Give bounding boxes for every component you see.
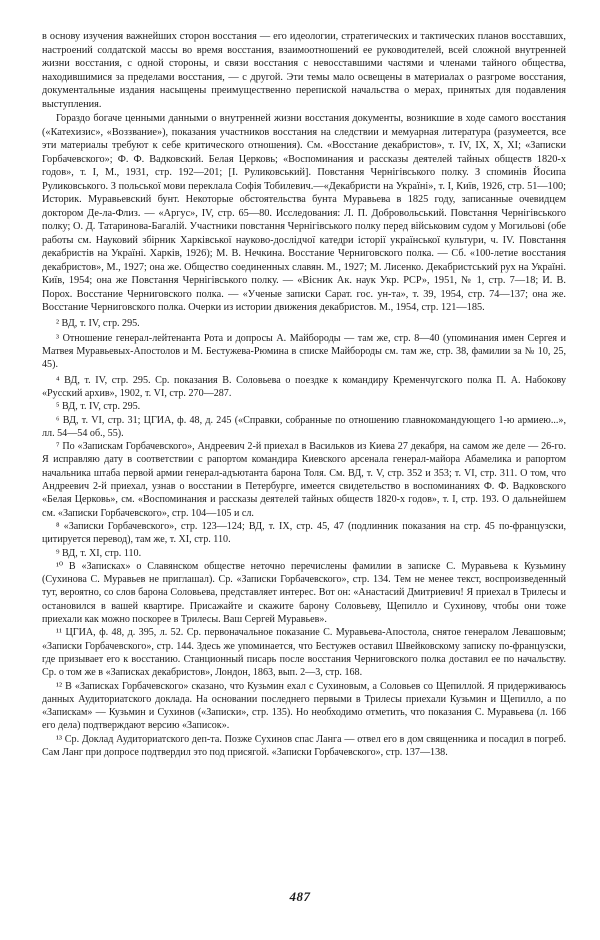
- footnote-2: ² ВД, т. IV, стр. 295.: [56, 317, 140, 329]
- footnote-4: ⁴ ВД, т. IV, стр. 295. Ср. показания В. Соловьева о поездке к командиру Кременчугского полка П. А. Набокову «Русский архив», 1902, т. VI, стр. 270—287.: [42, 374, 566, 399]
- body-paragraph-continued: в основу изучения важнейших сторон восстания — его идеологии, стратегических и тактических планов восставших, настроений солдатской массы во время восстания, взаимоотношений ее руководителей, всей сложной внутренней жизни восстания, с одной стороны, и связи восстания с невосставшими частями и членами тайного общества, находившимися за пределами восстания, — с другой. Эти темы мало освещены в материалах о разгроме восстания, документальные издания насыщены преимущественно перепиской начальства о мерах, принятых для подавления выступления.: [42, 31, 566, 110]
- footnote-5: ⁵ ВД, т. IV, стр. 295.: [56, 401, 141, 413]
- body-paragraph-sources: Гораздо богаче ценными данными о внутренней жизни восстания документы, возникшие в ходе самого восстания («Катехизис», «Воззвание»), показания участников восстания на следствии и мемуарная литература (разумеется, все эти материалы требуют к себе критического отношения). См. «Восстание декабристов», т. IV, IX, X, XI; «Записки Горбачевского»; Ф. Ф. Вадковский. Белая Церковь; «Воспоминания и рассказы деятелей тайных обществ 1820-х годов», т. I, М., 1931, стр. 192—201; [І. Руликовський]. Повстання Чернігівського полку. З споминів Йосипа Руликовського. З польської мови переклала Софія Тобилевич.—«Декабристи на Україні», т. I, Київ, 1926, стр. 51—100; Историк. Муравьевский бунт. Некоторые обстоятельства бунта Муравьева в 1825 году, записанные очевидцем доктором Де-ла-Флиз. — «Аргус», IV, стр. 65—80. Исследования: Л. П. Добровольський. Повстання Чернігівського полку; О. Д. Татаринова-Багалій. Участники повстання Чернігівського полку перед військовим судом у Могильові (обе работы см. Науковий збірник Харківської науково-дослідчої катедри історії української культури, ч. IV. Повстання декабристів на Україні. Харків, 1926); М. В. Нечкина. Восстание Черниговского полка. — Сб. «100-летие восстания декабристов», М., 1927; она же. Общество соединенных славян. М., 1927; М. Лисенко. Декабристський рух на Україні. Київ, 1954; она же Повстання Чернігівського полку. — «Вісник Ак. наук Укр. РСР», 1951, № 1, стр. 7—18; И. В. Порох. Восстание Черниговского полка. — «Ученые записки Сарат. гос. ун-та», т. 39, 1954, стр. 74—137; она же. Восстание Черниговского полка. Очерки из истории движения декабристов. М., 1954, стр. 121—185.: [42, 113, 566, 313]
- footnote-8: ⁸ «Записки Горбачевского», стр. 123—124; ВД, т. IX, стр. 45, 47 (подлинник показания на стр. 45 по-французски, цитируется перевод), там же, т. XI, стр. 110.: [42, 520, 566, 546]
- footnote-13: ¹³ Ср. Доклад Аудиториатского деп-та. Позже Сухинов спас Ланга — отвел его в дом священника и посадил в погреб. Сам Ланг при допросе подтвердил это под присягой. «Записки Горбачевского», стр. 137—138.: [42, 733, 566, 758]
- footnote-11: ¹¹ ЦГИА, ф. 48, д. 395, л. 52. Ср. первоначальное показание С. Муравьева-Апостола, снятое генералом Левашовым; «Записки Горбачевского», стр. 144. Здесь же упоминается, что Бестужев оставил Швейковскому записку по-французски, где призывает его к восстанию. Станционный писарь после восстания Черниговского полка доставил ее по начальству. Ср. о том же в «Записках декабристов», Лондон, 1863, вып. 2—3, стр. 168.: [42, 627, 566, 679]
- footnote-12: ¹² В «Записках Горбачевского» сказано, что Кузьмин ехал с Сухиновым, а Соловьев со Щепиллой. Я придерживаюсь данных Аудиториатского доклада. На основании последнего первыми в Трилесы приехали Кузьмин и Щепилло, а по «Запискам» — Кузьмин и Сухинов («Записки», стр. 135). Но необходимо отметить, что показания С. Муравьева (л. 166 его дела) подтверждают версию «Записок».: [42, 680, 566, 732]
- page-number: 487: [289, 889, 311, 904]
- footnote-7: ⁷ По «Запискам Горбачевского», Андреевич 2-й приехал в Васильков из Киева 27 декабря, на самом же деле — 26-го. Я исправляю дату в соответствии с рапортом командира Киевского арсенала генерал-майора Абамелика и рапортом начальника штаба первой армии генерал-адъютанта барона Толя. См. ВД, т. V, стр. 352 и 353; т. VI, стр. 311. О том, что Андреевич 2-й приехал, узнав о восстании в Петербурге, имеется свидетельство в воспоминаниях Ф. Ф. Вадковского «Белая Церковь», см. «Воспоминания и рассказы деятелей тайных обществ 1820-х годов», т. I, стр. 193. О дальнейшем см. «Записки Горбачевского», стр. 104—105 и сл.: [42, 441, 566, 519]
- footnote-10: ¹⁰ В «Записках» о Славянском обществе неточно перечислены фамилии в записке С. Муравьева к Кузьмину (Сухинова С. Муравьев не приглашал). Ср. «Записки Горбачевского», стр. 134. Тем не менее текст, воспроизведенный тут, вероятно, со слов барона Соловьева, представляет интерес. Вот он: «Анастасий Дмитриевич! Я приехал в Трилесы и остановился в вашей квартире. Присажайте и скажите барону Соловьеву, Щепилло и Сухинову, чтобы они тоже приехали как можно поскорее в Трилесы. Ваш Сергей Муравьев».: [42, 560, 566, 626]
- footnote-9: ⁹ ВД, т. XI, стр. 110.: [56, 547, 142, 559]
- footnote-3: ³ Отношение генерал-лейтенанта Рота и допросы А. Майбороды — там же, стр. 8—40 (упоминания имен Сергея и Матвея Муравьевых-Апостолов и М. Бестужева-Рюмина в списке Майбороды см. там же, стр. 38, фамилии за № 10, 25, 45).: [42, 332, 566, 371]
- footnote-6: ⁶ ВД, т. VI, стр. 31; ЦГИА, ф. 48, д. 245 («Справки, собранные по отношению главнокомандующего 1-ю армиею...», лл. 54—54 об., 55).: [42, 414, 566, 439]
